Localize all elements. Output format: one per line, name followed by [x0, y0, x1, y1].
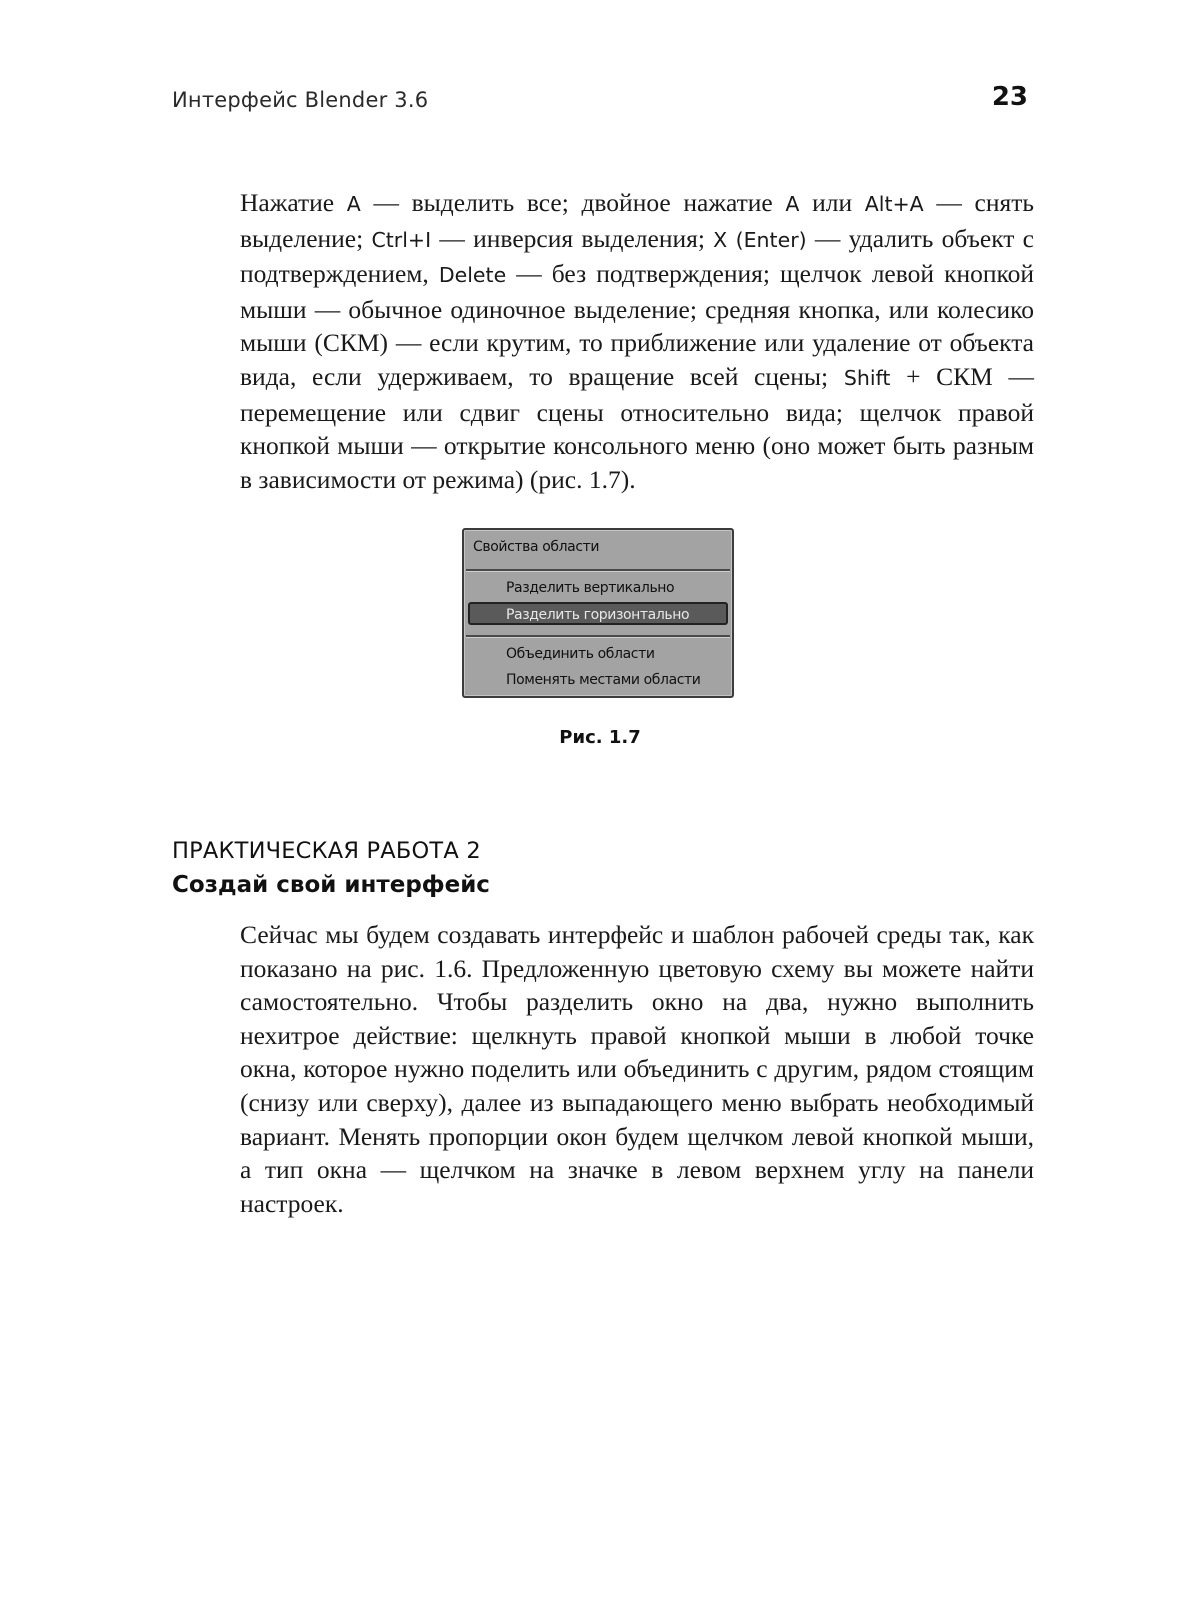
menu-item-join-areas[interactable]: Объединить области: [506, 646, 655, 662]
menu-item-swap-areas[interactable]: Поменять местами области: [506, 672, 701, 688]
section-label: ПРАКТИЧЕСКАЯ РАБОТА 2: [172, 838, 481, 864]
menu-item-split-horizontal[interactable]: Разделить горизонтально: [506, 607, 690, 623]
key-alt-a: Alt+A: [864, 192, 924, 216]
text-run: Нажатие: [240, 188, 347, 217]
key-delete: Delete: [438, 263, 507, 288]
key-ctrl-i: Ctrl+I: [371, 227, 432, 252]
key-a: A: [785, 192, 800, 216]
key-shift: Shift: [843, 365, 891, 390]
key-x-enter: X (Enter): [713, 227, 807, 252]
text-run: + СКМ — перемещение или сдвиг сцены относительно вида; щелчок правой кнопкой мыши — открытие консольного меню (оно может быть разным в зависимости от режима) (рис. 1.7).: [240, 361, 1034, 494]
key-a: A: [346, 192, 361, 216]
text-run: — инверсия выделения;: [431, 223, 714, 253]
paragraph-instructions: Сейчас мы будем создавать интерфейс и шаблон рабочей среды так, как показано на рис. 1.6. Предложенную цветовую схему вы можете найти самостоятельно. Чтобы разделить окно на два, нужно выполнить нехитрое действие: щелкнуть правой кнопкой мыши в любой точке окна, которое нужно поделить или объединить с другим, рядом стоящим (снизу или сверху), далее из выпадающего меню выбрать необходимый вариант. Менять пропорции окон будем щелчком левой кнопкой мыши, а тип окна — щелчком на значке в левом верхнем углу на панели настроек.: [240, 920, 1034, 1218]
section-title: Создай свой интерфейс: [172, 872, 490, 898]
text-run: — удалить объект с подтверждением,: [240, 223, 1034, 289]
text-run: или: [799, 188, 865, 217]
text-run: — снять выделение;: [240, 188, 1034, 253]
figure-caption: Рис. 1.7: [559, 727, 641, 748]
menu-divider: [466, 569, 730, 572]
text-run: — без подтверждения; щелчок левой кнопкой мыши — обычное одиночное выделение; средняя кнопка, или колесико мыши (СКМ) — если крутим, то приближение или удаление от объекта вида, если удерживаем, то вращение всей сцены;: [240, 259, 1034, 391]
area-context-menu-figure: [462, 528, 734, 698]
paragraph-shortcuts: [240, 186, 1034, 496]
menu-divider: [466, 635, 730, 638]
page-number: 23: [991, 82, 1028, 112]
text-run: — выделить все; двойное нажатие: [360, 188, 786, 217]
menu-item-split-vertical[interactable]: Разделить вертикально: [506, 580, 675, 596]
running-head: Интерфейс Blender 3.6: [172, 88, 429, 112]
menu-title: Свойства области: [473, 539, 600, 555]
